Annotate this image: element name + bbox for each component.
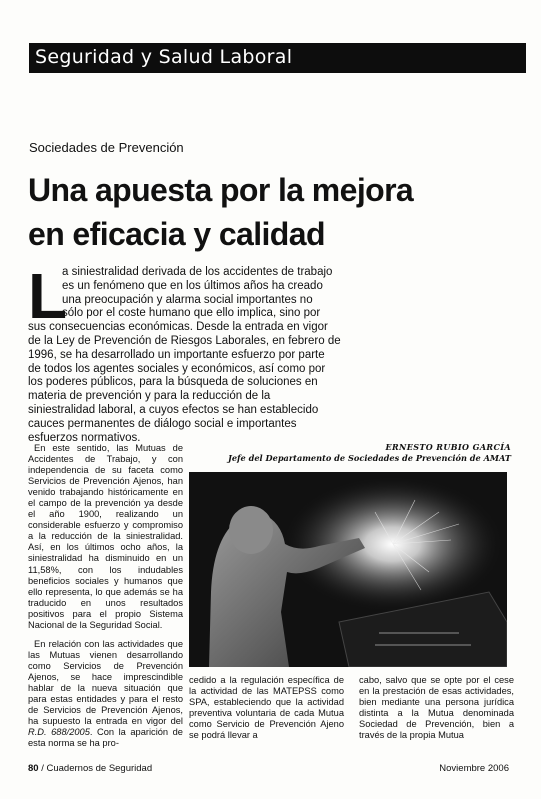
article-kicker: Sociedades de Prevención — [29, 140, 184, 155]
body-column-3 — [359, 675, 514, 741]
publication-name: / Cuadernos de Seguridad — [38, 763, 153, 774]
lead-line: 1996, se ha desarrollado un importante esfuerzo por parte — [28, 348, 325, 361]
footer-publication — [28, 763, 152, 774]
lead-line: siniestralidad laboral, a cuyos efectos se han establecido — [28, 403, 319, 416]
footer-date: Noviembre 2006 — [439, 763, 509, 774]
byline — [228, 442, 511, 463]
lead-line: una preocupación y alarma social importantes no — [62, 293, 313, 306]
body-paragraph-2 — [28, 639, 183, 749]
article-title — [28, 168, 508, 256]
page-number: 80 — [28, 763, 39, 774]
author-role: Jefe del Departamento de Sociedades de Prevención de AMAT — [227, 453, 511, 463]
lead-line: cauces permanentes de diálogo social e importantes — [28, 417, 297, 430]
author-name: ERNESTO RUBIO GARCÍA — [385, 442, 511, 452]
title-line-2: en eficacia y calidad — [28, 216, 325, 252]
lead-line: de todos los agentes sociales y económicos, así como por — [28, 362, 326, 375]
lead-line: materia de prevención y para la reducción de la — [28, 390, 271, 403]
body-paragraph: cabo, salvo que se opte por el cese en la prestación de esas actividades, bien mediante una persona jurídica distinta a la Mutua denominada Sociedad de Prevención, bien a través de la propia Mutua — [359, 675, 514, 741]
lead-line: sólo por el coste humano que ello implica, sino por — [62, 307, 321, 320]
body-paragraph-2-end: . Con la aparición de esta norma se ha pro- — [28, 727, 183, 749]
lead-line: esfuerzos normativos. — [28, 431, 141, 444]
body-column-2 — [189, 675, 344, 741]
welder-photo — [189, 472, 507, 667]
body-paragraph: cedido a la regulación específica de la actividad de las MATEPSS como SPA, estableciendo que la actividad preventiva voluntaria de cada Mutua como Servicio de Prevención Ajeno se podrá llevar a — [189, 675, 344, 741]
lead-line: sus consecuencias económicas. Desde la entrada en vigor — [28, 321, 328, 334]
body-column-1 — [28, 443, 183, 757]
lead-paragraph — [28, 260, 506, 445]
drop-cap: L — [28, 260, 68, 332]
decree-reference: R.D. 688/2005 — [28, 727, 90, 738]
lead-line: es un fenómeno que en los últimos años ha creado — [62, 279, 323, 292]
section-band-title: Seguridad y Salud Laboral — [35, 46, 293, 68]
lead-line: de la Ley de Prevención de Riesgos Laborales, en febrero de — [28, 334, 341, 347]
lead-line: los poderes públicos, para la búsqueda de soluciones en — [28, 376, 318, 389]
title-line-1: Una apuesta por la mejora — [28, 172, 414, 208]
lead-line: a siniestralidad derivada de los accidentes de trabajo — [62, 266, 333, 278]
section-band — [29, 43, 526, 73]
body-paragraph: En este sentido, las Mutuas de Accidentes de Trabajo, y con independencia de su faceta como Servicios de Prevención Ajenos, han venido trabajando históricamente en el campo de la prevención ya desde el año 1900, realizando un considerable esfuerzo y compromiso a la reducción de la siniestralidad. Así, en los últimos ocho años, la siniestralidad ha disminuido en un 11,58%, con los indudables beneficios sociales y humanos que ello representa, lo que además se ha traducido en unos resultados positivos para el propio Sistema Nacional de la Seguridad Social. — [28, 443, 183, 630]
welder-photo-image — [189, 472, 507, 667]
body-paragraph-2-text: En relación con las actividades que las Mutuas vienen desarrollando como Servicios de Prevención Ajenos, se hace imprescindible hablar de la nueva situación que para estas entidades y para el resto de Servicios de Prevención Ajenos, ha supuesto la entrada en vigor del — [28, 638, 183, 727]
